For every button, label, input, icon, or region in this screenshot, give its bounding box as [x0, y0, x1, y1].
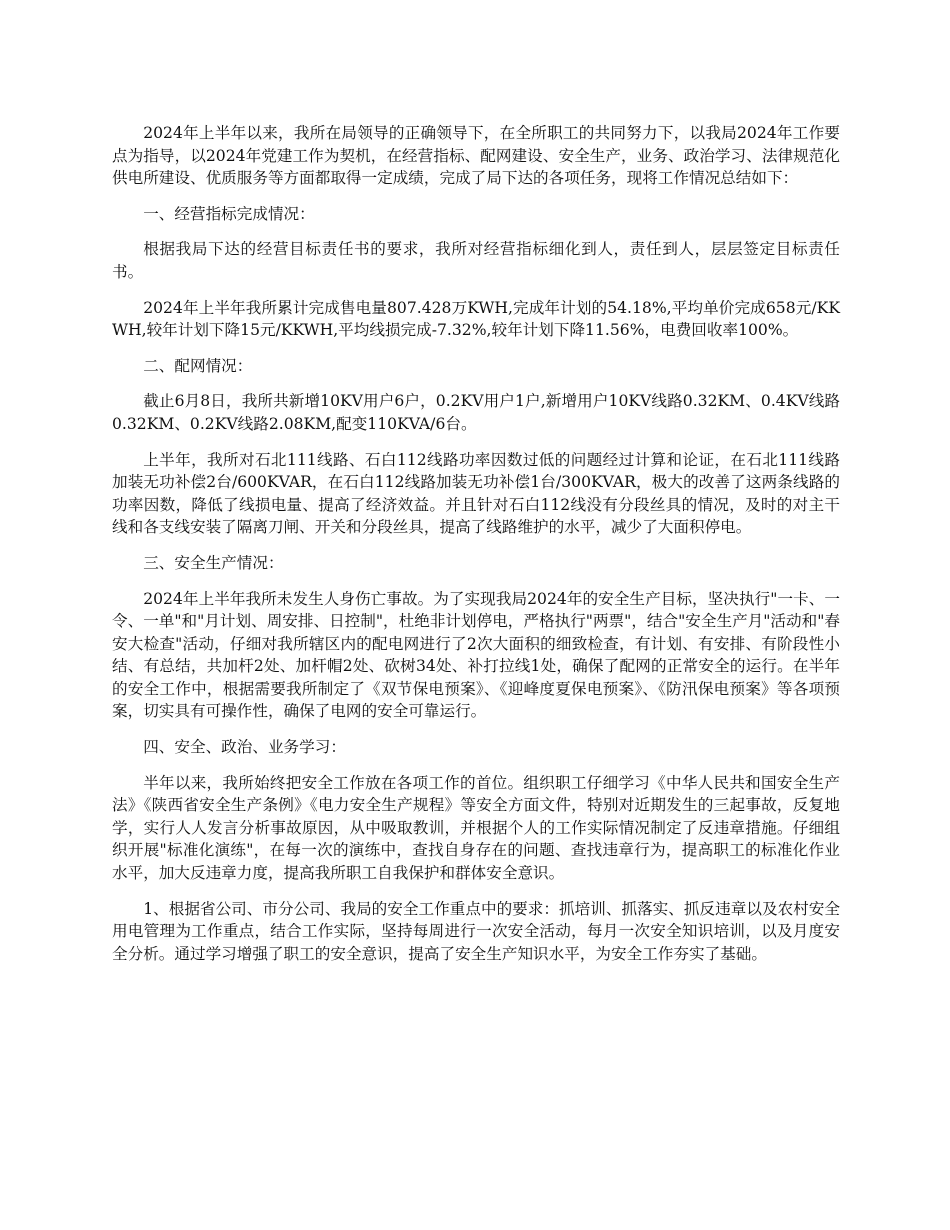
paragraph-target-responsibility: 根据我局下达的经营目标责任书的要求，我所对经营指标细化到人，责任到人，层层签定目标责任书。	[112, 240, 840, 281]
section-heading-study: 四、安全、政治、业务学习：	[143, 738, 346, 757]
intro-paragraph: 2024年上半年以来，我所在局领导的正确领导下，在全所职工的共同努力下，以我局2024年工作要点为指导，以2024年党建工作为契机，在经营指标、配网建设、安全生产，业务、政治学习、法律规范化供电所建设、优质服务等方面都取得一定成绩，完成了局下达的各项任务，现将工作情况总结如下：	[112, 124, 840, 188]
paragraph-safety-results: 2024年上半年我所未发生人身伤亡事故。为了实现我局2024年的安全生产目标，坚决执行"一卡、一令、一单"和"月计划、周安排、日控制"，杜绝非计划停电，严格执行"两票"，结合"安全生产月"活动和"春安大检查"活动，仔细对我所辖区内的配电网进行了2次大面积的细致检查，有计划、有安排、有阶段性小结、有总结，共加杆2处、加杆帽2处、砍树34处、补打拉线1处，确保了配网的正常安全的运行。在半年的安全工作中，根据需要我所制定了《双节保电预案》、《迎峰度夏保电预案》、《防汛保电预案》等各项预案，切实具有可操作性，确保了电网的安全可靠运行。	[112, 589, 840, 721]
paragraph-safety-study: 半年以来，我所始终把安全工作放在各项工作的首位。组织职工仔细学习《中华人民共和国安全生产法》《陕西省安全生产条例》《电力安全生产规程》等安全方面文件，特别对近期发生的三起事故，反复地学，实行人人发言分析事故原因，从中吸取教训，并根据个人的工作实际情况制定了反违章措施。仔细组织开展"标准化演练"，在每一次的演练中，查找自身存在的问题、查找违章行为，提高职工的标准化作业水平，加大反违章力度，提高我所职工自我保护和群体安全意识。	[112, 773, 840, 883]
paragraph-item-1: 1、根据省公司、市分公司、我局的安全工作重点中的要求：抓培训、抓落实、抓反违章以及农村安全用电管理为工作重点，结合工作实际，坚持每周进行一次安全活动，每月一次安全知识培训，以及月度安全分析。通过学习增强了职工的安全意识，提高了安全生产知识水平，为安全工作夯实了基础。	[112, 899, 840, 963]
document-body	[112, 122, 840, 978]
section-heading-safety-production: 三、安全生产情况：	[143, 553, 284, 572]
section-heading-business-indicators: 一、经营指标完成情况：	[143, 204, 315, 223]
section-heading-distribution-network: 二、配网情况：	[143, 356, 253, 375]
paragraph-sales-figures: 2024年上半年我所累计完成售电量807.428万KWH,完成年计划的54.18%,平均单价完成658元/KKWH,较年计划下降15元/KKWH,平均线损完成-7.32%,较年计划下降11.56%，电费回收率100%。	[112, 298, 840, 340]
paragraph-power-factor: 上半年，我所对石北111线路、石白112线路功率因数过低的问题经过计算和论证，在石北111线路加装无功补偿2台/600KVAR，在石白112线路加装无功补偿1台/300KVAR，极大的改善了这两条线路的功率因数，降低了线损电量、提高了经济效益。并且针对石白112线没有分段丝具的情况，及时的对主干线和各支线安装了隔离刀闸、开关和分段丝具，提高了线路维护的水平，减少了大面积停电。	[112, 450, 840, 537]
paragraph-new-users: 截止6月8日，我所共新增10KV用户6户，0.2KV用户1户,新增用户10KV线路0.32KM、0.4KV线路0.32KM、0.2KV线路2.08KM,配变110KVA/6台。	[112, 392, 840, 433]
